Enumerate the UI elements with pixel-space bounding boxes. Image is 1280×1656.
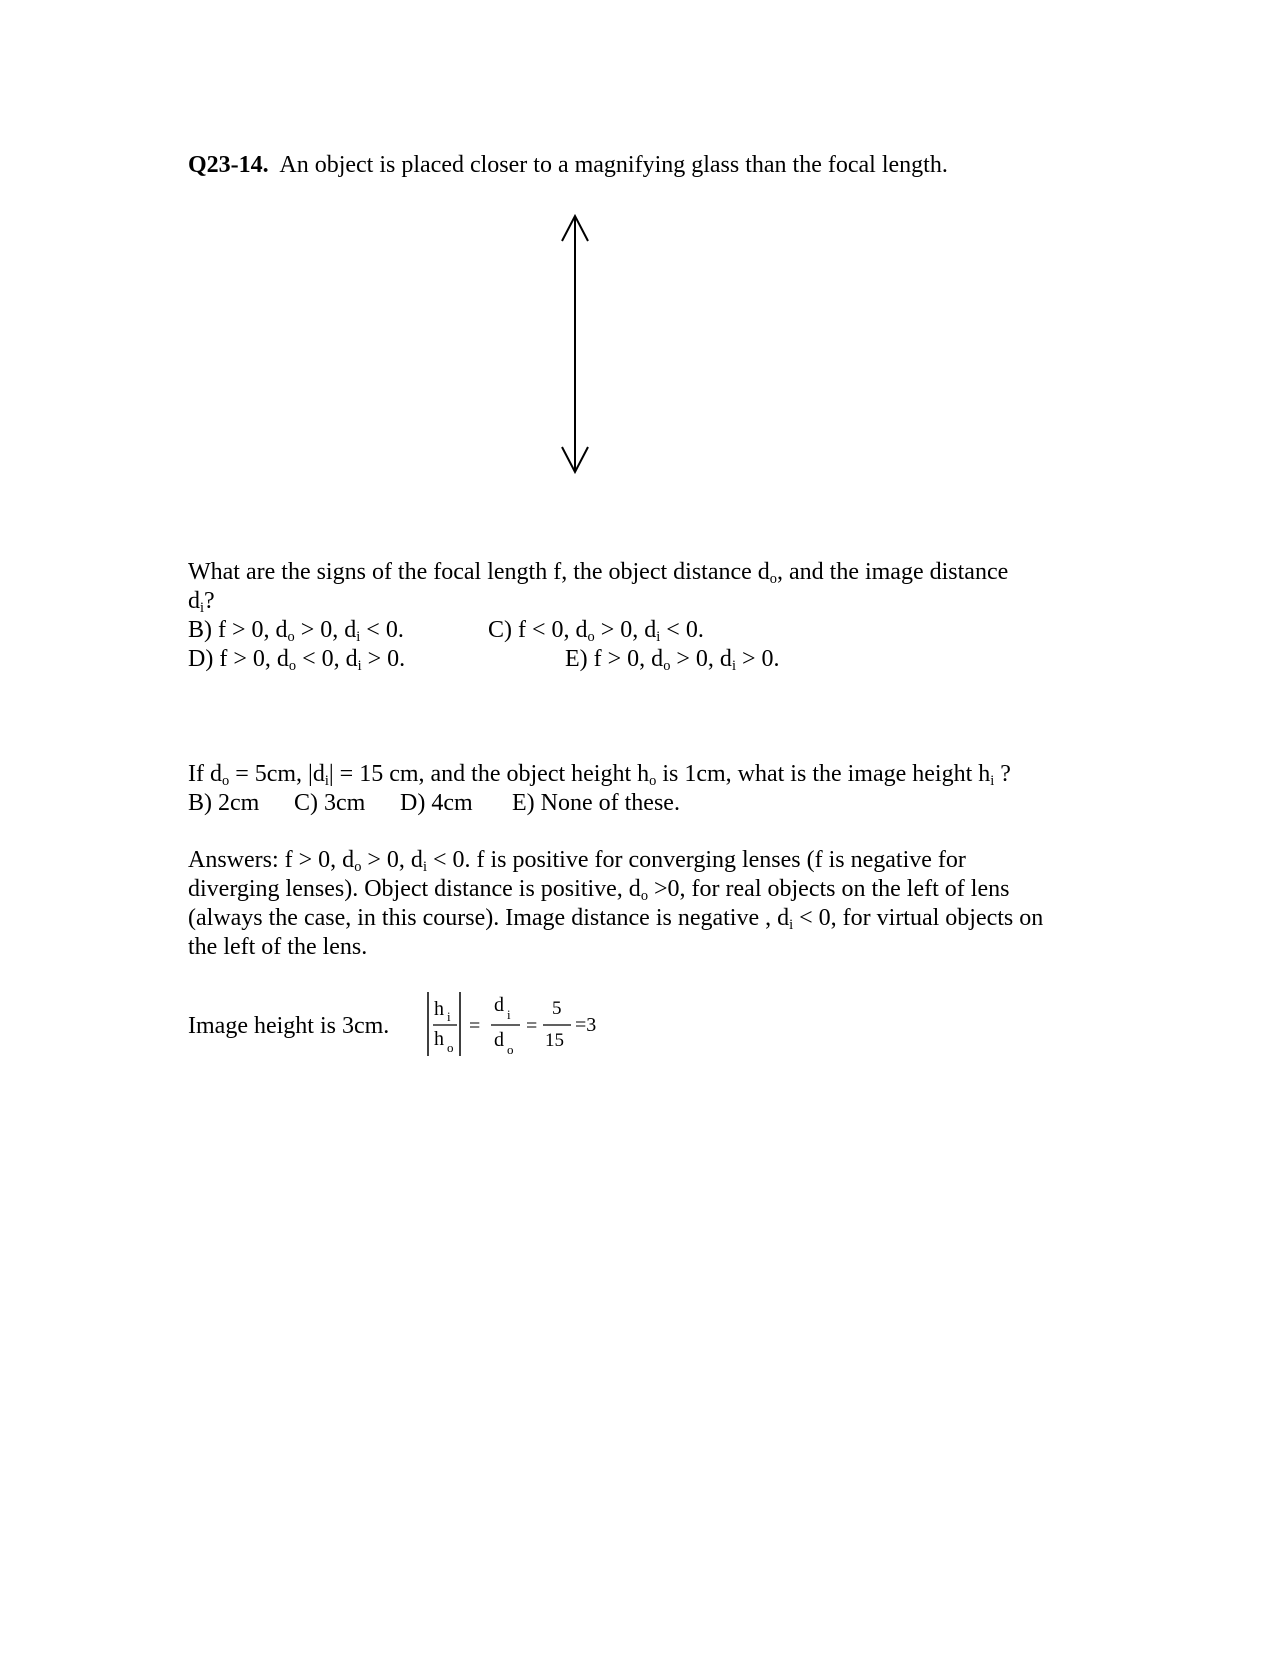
subscript: i [200,600,204,616]
option-c-signs: C) f < 0, $d_o > 0$, $d_i < 0$. [488,617,704,645]
den-15: 15 [545,1030,564,1051]
d-num-sub: i [507,1007,511,1022]
signs-prompt-line2 [188,587,215,616]
option-e-signs: E) f > 0, $d_o > 0$, $d_i > 0$. [565,646,780,674]
h-num-sub: i [447,1009,451,1024]
prompt-text: What are the signs of the focal length f, the object distance d [188,559,770,585]
question-text: An object is placed closer to a magnifying glass than the focal length. [279,152,948,178]
option-b-signs: B) f > 0, $d_o > 0$, $d_i < 0$. [188,617,404,645]
equals-2: = [526,1015,538,1037]
height-option-d: D) 4cm [400,790,473,816]
converging-lens-diagram [560,213,590,475]
option-d-signs: D) f > 0, $d_o < 0$, $d_i > 0$. [188,646,406,674]
prompt-text-end: , and the image distance [777,559,1009,585]
answers-line2: diverging lenses). Object distance is positive, $d_o >0$, for real objects on the left of lens [188,876,1010,904]
answers-line1: Answers: f > 0, $d_o > 0$, $d_i < 0$. f is positive for converging lenses (f is negative for [188,847,966,875]
d-den: d [494,1029,504,1051]
height-option-e: E) None of these. [512,790,680,816]
magnification-formula [425,990,615,1060]
question-line [188,151,948,180]
height-option-c: C) 3cm [294,790,366,816]
num-5: 5 [552,998,562,1019]
result-value: =3 [575,1014,597,1036]
equals-1: = [469,1015,481,1037]
answers-line3: (always the case, in this course). Image distance is negative , $d_i < 0$, for virtual objects on [188,905,1044,933]
subscript: o [769,571,777,587]
h-den-sub: o [447,1040,454,1055]
d-den-sub: o [507,1042,514,1057]
answers-line4: the left of the lens. [188,934,368,960]
result-text: Image height is 3cm. [188,1013,390,1039]
question-label: Q23-14. [188,152,269,178]
prompt-text: d [188,588,200,614]
image-height-question: If $d_o = 5cm$, $|d_i| = 15$ cm, and the object height $h_o$ is 1cm, what is the image height $h_i$ ? [188,761,1011,789]
h-den: h [434,1028,444,1050]
height-option-b: B) 2cm [188,790,260,816]
prompt-text-end: ? [204,588,215,614]
signs-prompt-line1 [188,558,1008,587]
h-num: h [434,998,444,1020]
d-num: d [494,994,504,1016]
